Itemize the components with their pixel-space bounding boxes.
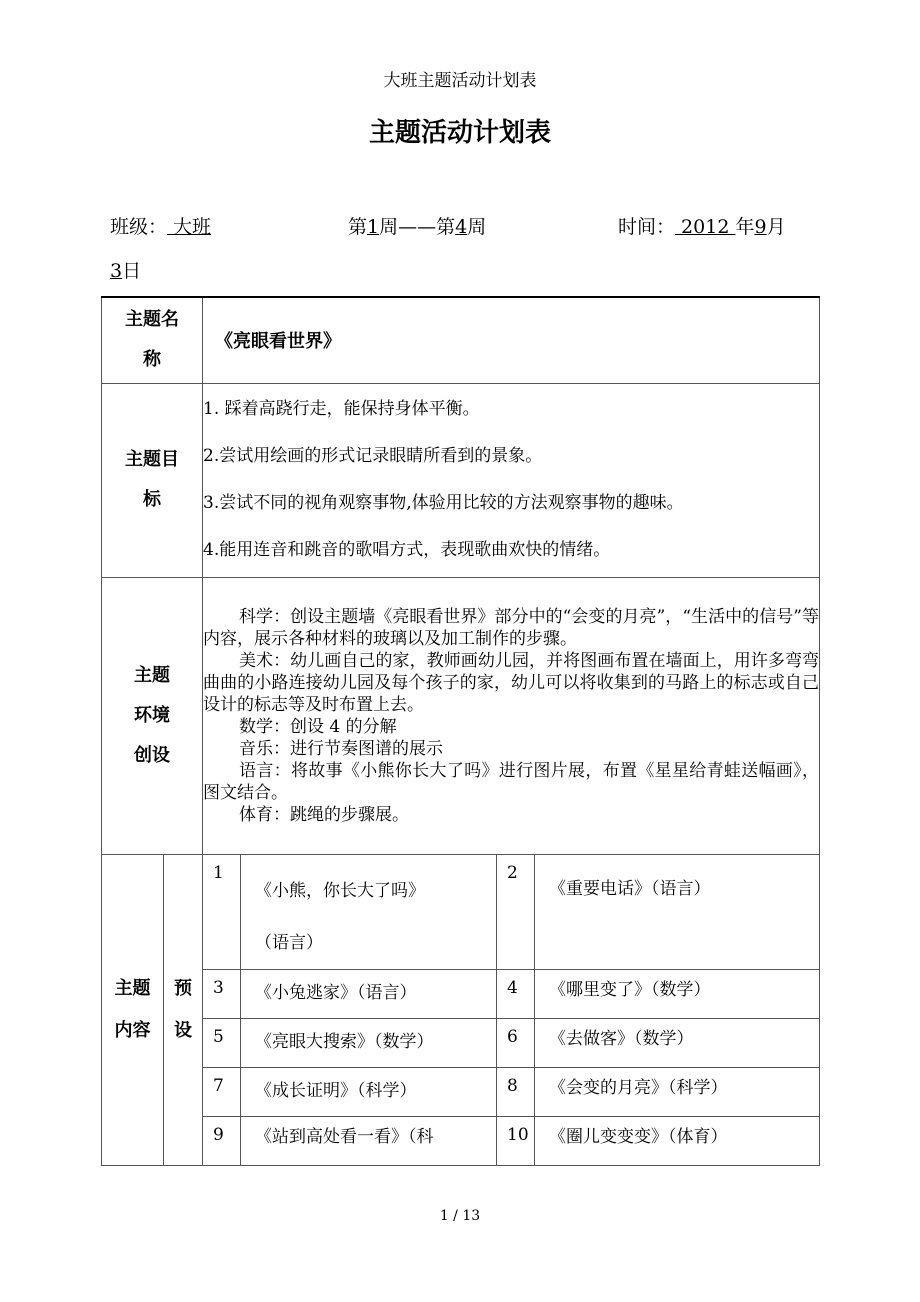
activity-row	[102, 969, 820, 1018]
label-line: 内容	[114, 1019, 151, 1041]
label-line: 主题名	[125, 309, 179, 331]
activity-cell: 《亮眼大搜索》（数学）	[241, 1018, 497, 1067]
activity-number: 4	[497, 969, 535, 1018]
label-line: 设	[174, 1019, 192, 1041]
activity-cell: 《小兔逃家》（语言）	[241, 969, 497, 1018]
env-content	[203, 577, 820, 854]
theme-name-value: 《亮眼看世界》	[203, 297, 820, 383]
activity-line: 《小熊，你长大了吗》	[255, 880, 425, 901]
goal-item: 1. 踩着高跷行走，能保持身体平衡。	[203, 399, 480, 419]
week-field	[348, 212, 486, 239]
activity-cell	[241, 854, 497, 969]
activity-row	[102, 1067, 820, 1116]
label-line: 创设	[134, 744, 170, 766]
activity-number: 9	[203, 1116, 241, 1165]
activity-cell: 《哪里变了》（数学）	[535, 969, 820, 1018]
time-label: 时间：	[618, 216, 676, 238]
theme-goal-label	[102, 383, 203, 577]
activity-number: 1	[203, 854, 241, 969]
date-day: 3	[110, 260, 123, 282]
activity-cell: 《会变的月亮》（科学）	[535, 1067, 820, 1116]
class-value: 大班	[167, 216, 212, 238]
plan-table	[101, 296, 820, 1166]
activity-number: 5	[203, 1018, 241, 1067]
activity-number: 8	[497, 1067, 535, 1116]
page-title: 主题活动计划表	[368, 118, 551, 148]
theme-env-row	[102, 577, 820, 854]
activity-row	[102, 854, 820, 969]
env-paragraph: 音乐：进行节奏图谱的展示	[239, 738, 443, 759]
activity-number: 6	[497, 1018, 535, 1067]
week-start: 1	[367, 216, 380, 238]
goal-item: 2.尝试用绘画的形式记录眼睛所看到的景象。	[203, 446, 543, 466]
label-line: 主题	[114, 977, 151, 999]
date-field	[618, 212, 786, 239]
week-prefix: 第	[348, 216, 368, 238]
theme-env-label	[102, 577, 203, 854]
activity-row	[102, 1018, 820, 1067]
activity-cell: 《重要电话》（语言）	[535, 854, 820, 969]
label-line: 预	[174, 977, 192, 999]
date-day-line	[110, 256, 141, 283]
goal-item: 3.尝试不同的视角观察事物,体验用比较的方法观察事物的趣味。	[203, 493, 684, 513]
activity-line: （语言）	[255, 932, 323, 953]
theme-name-row	[102, 297, 820, 383]
goal-item: 4.能用连音和跳音的歌唱方式，表现歌曲欢快的情绪。	[203, 540, 611, 560]
day-unit: 日	[122, 260, 142, 282]
date-month: 9	[754, 216, 767, 238]
running-header: 大班主题活动计划表	[383, 71, 537, 91]
week-suffix: 周	[467, 216, 487, 238]
class-label: 班级：	[110, 216, 168, 238]
theme-content-label	[102, 854, 164, 1165]
label-line: 称	[143, 349, 161, 371]
class-field	[110, 212, 211, 239]
env-paragraph: 美术：幼儿画自己的家，教师画幼儿园，并将图画布置在墙面上，用许多弯弯曲曲的小路连接幼儿园及每个孩子的家，幼儿可以将收集到的马路上的标志或自己设计的标志等及时布置上去。	[203, 650, 819, 715]
label-line: 主题目	[125, 449, 179, 470]
activity-number: 10	[497, 1116, 535, 1165]
activity-cell: 《圈儿变变变》（体育）	[535, 1116, 820, 1165]
activity-cell: 《成长证明》（科学）	[241, 1067, 497, 1116]
activity-cell: 《去做客》（数学）	[535, 1018, 820, 1067]
env-paragraph: 语言：将故事《小熊你长大了吗》进行图片展，布置《星星给青蛙送幅画》，图文结合。	[203, 760, 819, 803]
env-paragraph: 科学：创设主题墙《亮眼看世界》部分中的“会变的月亮”，“生活中的信号”等内容，展示各种材料的玻璃以及加工制作的步骤。	[203, 606, 819, 649]
year-unit: 年	[735, 216, 755, 238]
week-mid: 周——第	[379, 216, 456, 238]
label-line: 标	[143, 489, 161, 510]
preset-label	[164, 854, 203, 1165]
date-year: 2012	[675, 216, 736, 238]
goal-list	[203, 383, 820, 577]
activity-row	[102, 1116, 820, 1165]
label-line: 环境	[134, 704, 170, 726]
theme-name-label	[102, 297, 203, 383]
activity-cell: 《站到高处看一看》（科	[241, 1116, 497, 1165]
env-paragraph: 数学：创设 4 的分解	[239, 716, 397, 737]
env-paragraph: 体育：跳绳的步骤展。	[239, 804, 409, 825]
activity-number: 3	[203, 969, 241, 1018]
page-number: 1 / 13	[439, 1208, 481, 1224]
activity-number: 7	[203, 1067, 241, 1116]
theme-goal-row	[102, 383, 820, 577]
month-unit: 月	[766, 216, 786, 238]
activity-number: 2	[497, 854, 535, 969]
label-line: 主题	[134, 664, 170, 686]
week-end: 4	[455, 216, 468, 238]
